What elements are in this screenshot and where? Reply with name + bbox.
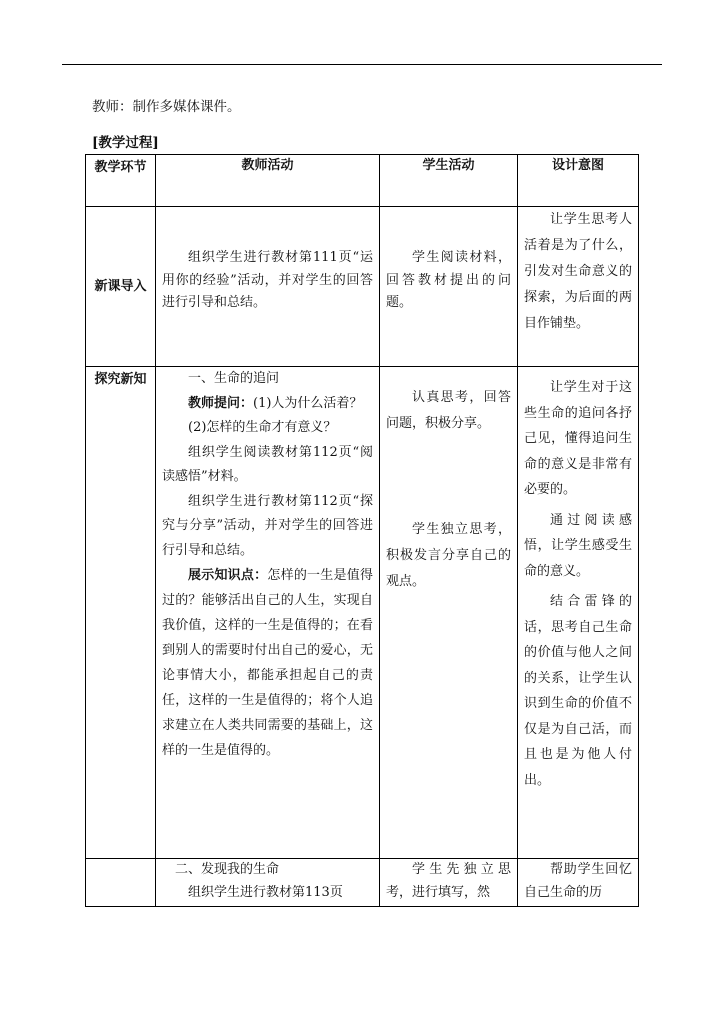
stage-text: 探究新知	[94, 372, 147, 387]
student-text: 认真思考，回答问题，积极分享。	[386, 390, 511, 431]
teacher-text: 组织学生进行教材第112页“探究与分享”活动，并对学生的回答进行引导和总结。	[162, 493, 373, 558]
teacher-question-2: (2)怎样的生命才有意义？	[188, 420, 337, 435]
table-header-row	[86, 155, 639, 207]
student-cell	[380, 367, 518, 859]
table-row	[86, 367, 639, 859]
intent-text: 结合雷锋的话，思考自己生命的价值与他人之间的关系，让学生认识到生命的价值不仅是为自己活，而且也是为他人付出。	[524, 594, 632, 788]
intent-cell	[518, 367, 639, 859]
student-text: 学生先独立思考，进行填写，然	[386, 862, 511, 900]
header-intent: 设计意图	[518, 155, 639, 207]
teacher-heading: 一、生命的追问	[188, 371, 280, 386]
question-label: 教师提问：	[188, 395, 254, 411]
student-cell	[380, 207, 518, 367]
intent-cell	[518, 859, 639, 907]
table-row	[86, 859, 639, 907]
preparation-line: 教师：制作多媒体课件。	[92, 99, 241, 115]
intent-text: 让学生对于这些生命的追问各抒己见，懂得追问生命的意义是非常有必要的。	[524, 380, 632, 497]
header-teacher: 教师活动	[156, 155, 380, 207]
intent-text: 帮助学生回忆自己生命的历	[524, 862, 632, 900]
teacher-cell	[156, 367, 380, 859]
lesson-plan-table	[85, 154, 639, 907]
student-text: 学生阅读材料，回答教材提出的问题。	[386, 250, 511, 310]
teacher-cell	[156, 207, 380, 367]
header-rule	[62, 64, 662, 65]
header-stage: 教学环节	[86, 155, 156, 207]
teacher-cell	[156, 859, 380, 907]
stage-cell	[86, 207, 156, 367]
stage-cell	[86, 859, 156, 907]
table-row	[86, 207, 639, 367]
teacher-heading: 二、发现我的生命	[175, 862, 280, 877]
intent-text: 通过阅读感悟，让学生感受生命的意义。	[524, 512, 632, 579]
teacher-text: 组织学生进行教材第113页	[188, 884, 343, 900]
question-text: (1)人为什么活着？	[253, 395, 363, 411]
teacher-question	[162, 392, 373, 417]
knowledge-label: 展示知识点：	[188, 568, 268, 583]
intent-text: 让学生思考人活着是为了什么，引发对生命意义的探索，为后面的两目作铺垫。	[524, 212, 632, 331]
section-title: [教学过程]	[92, 135, 159, 151]
knowledge-text: 怎样的一生是值得过的？能够活出自己的人生，实现自我价值，这样的一生是值得的；在看到别人的需要时付出自己的爱心，无论事情大小，都能承担起自己的责任，这样的一生是值得的；将个人追求建立在人类共同需要的基础上，这样的一生是值得的。	[162, 568, 373, 758]
teacher-text: 组织学生阅读教材第112页“阅读感悟”材料。	[162, 444, 373, 484]
stage-text: 新课导入	[94, 278, 147, 294]
knowledge-point	[162, 563, 373, 763]
teacher-text: 组织学生进行教材第111页“运用你的经验”活动，并对学生的回答进行引导和总结。	[162, 250, 373, 310]
student-cell	[380, 859, 518, 907]
header-student: 学生活动	[380, 155, 518, 207]
stage-cell	[86, 367, 156, 859]
intent-cell	[518, 207, 639, 367]
student-text: 学生独立思考，积极发言分享自己的观点。	[386, 522, 511, 589]
